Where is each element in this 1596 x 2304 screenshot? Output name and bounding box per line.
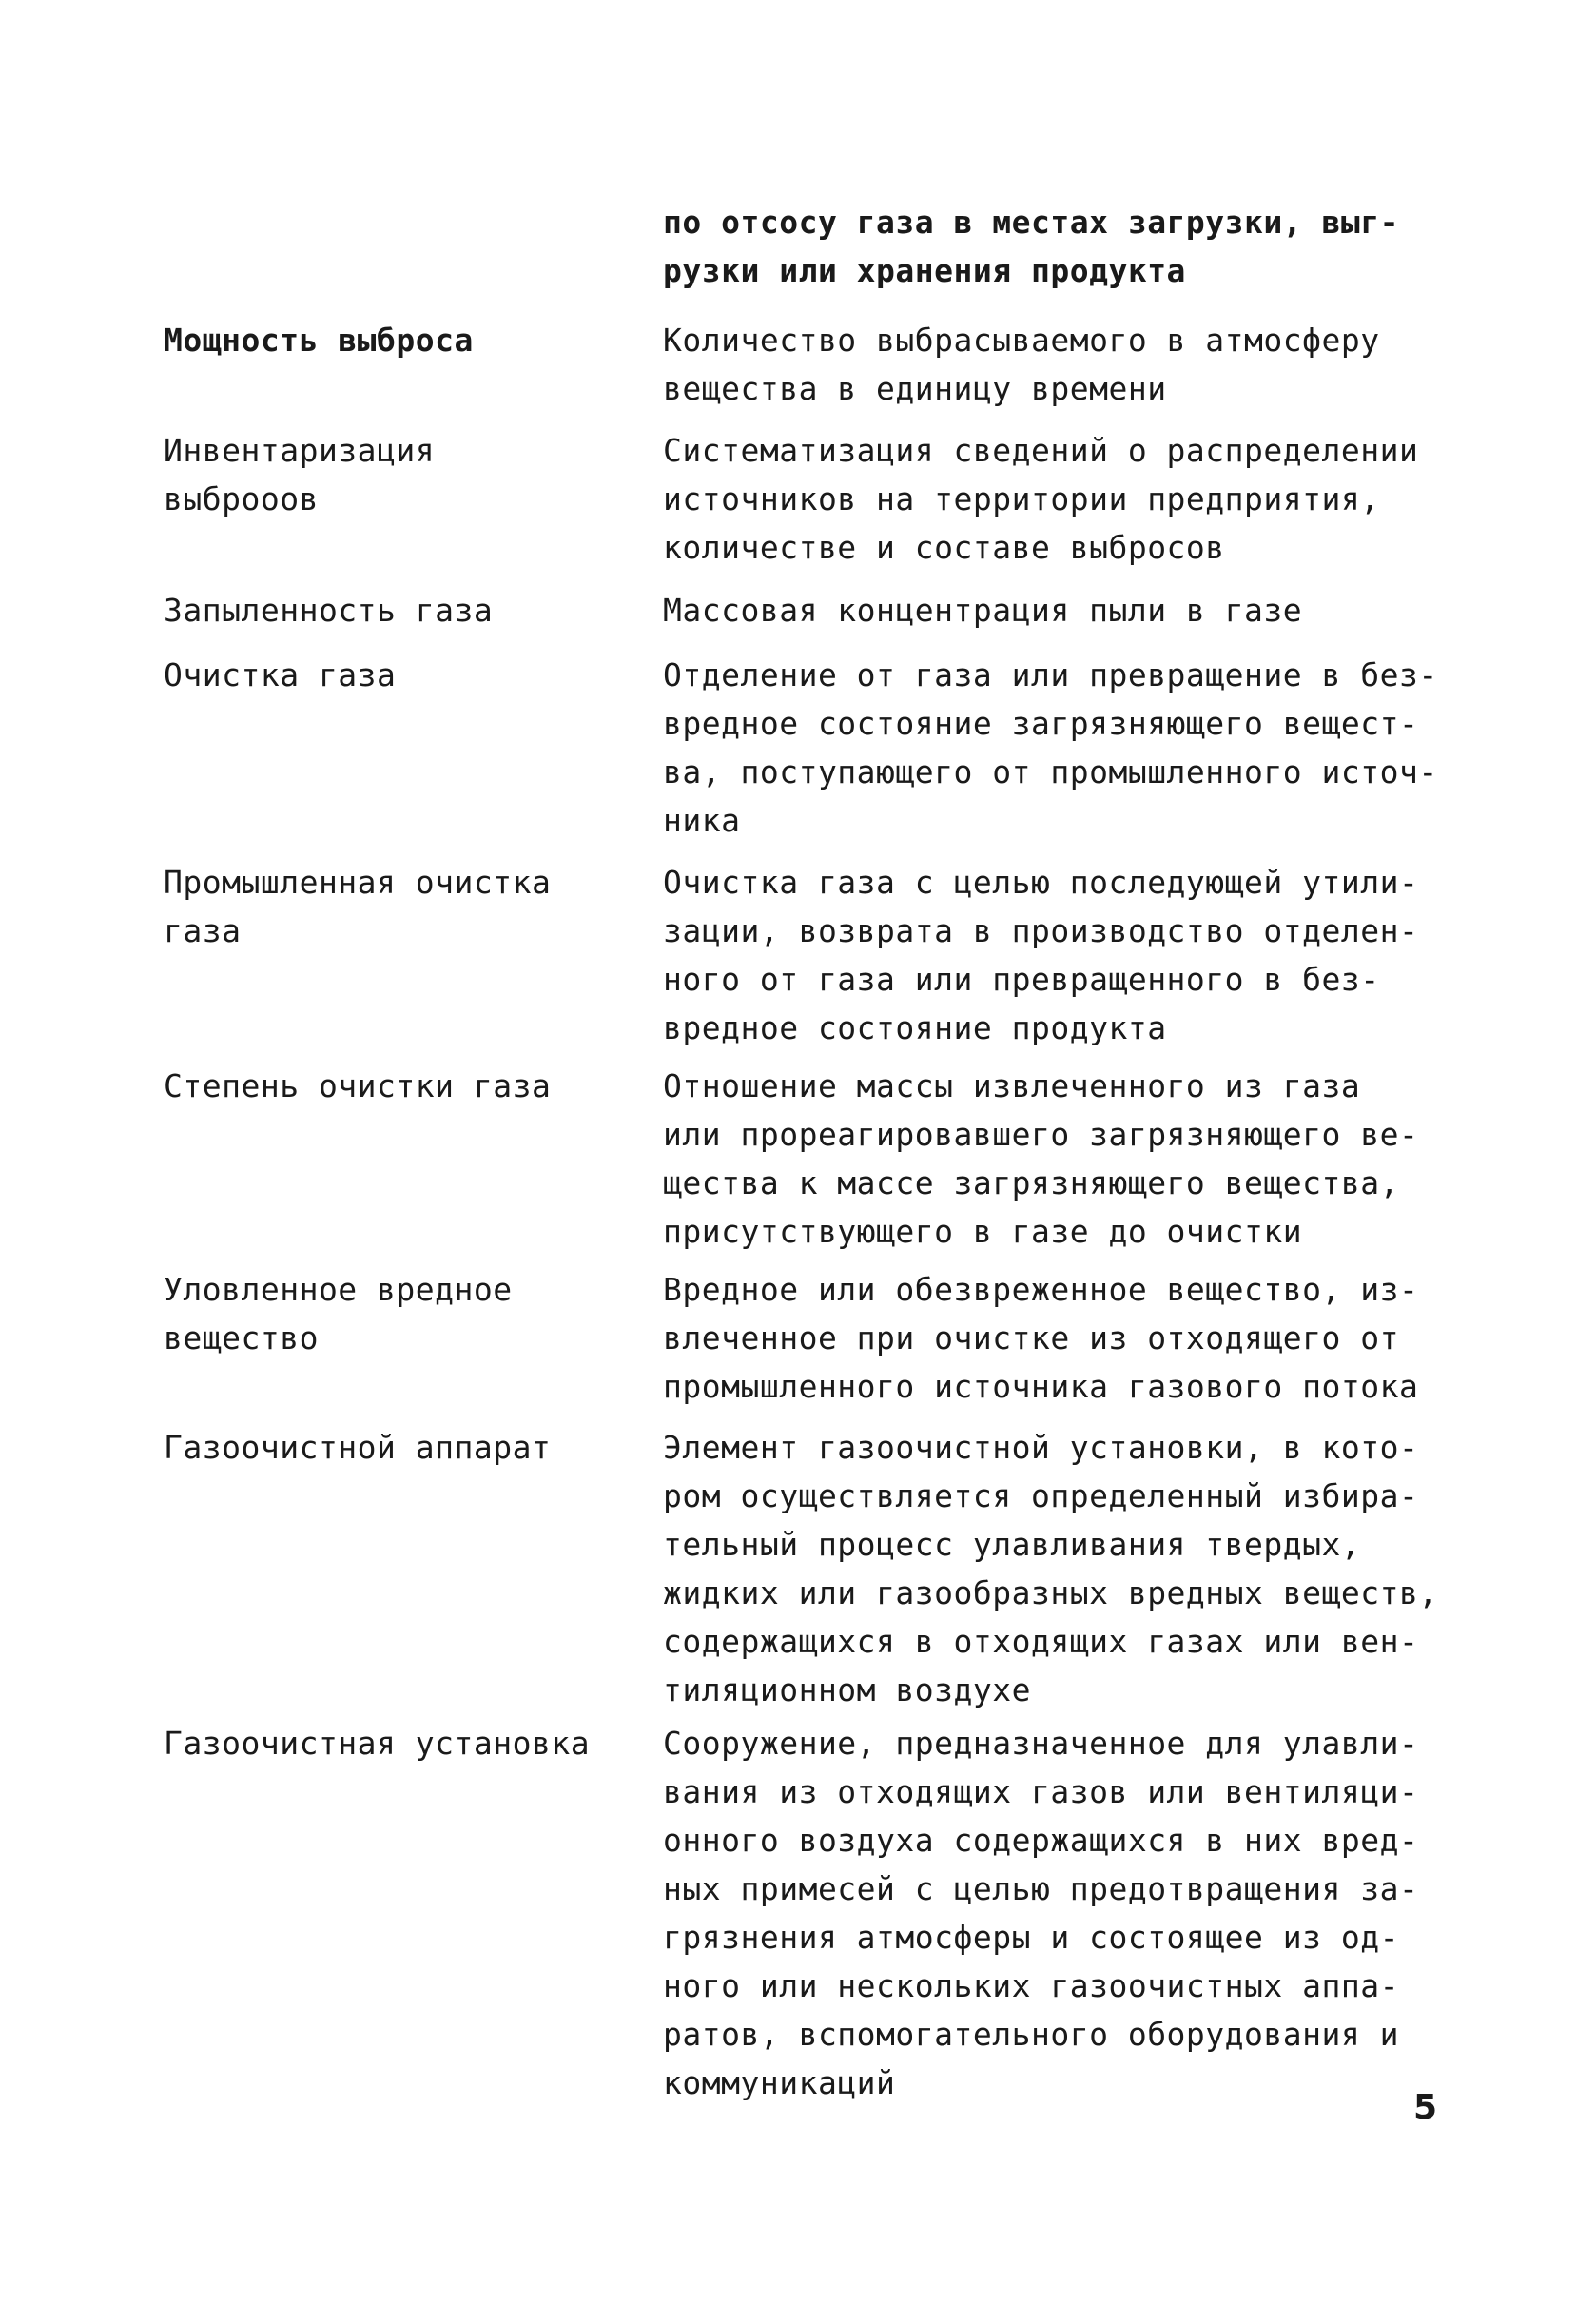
definition-gas-cleaning-degree: Отношение массы извлеченного из газа или прореагировавшего загрязняющего ве- щества к массе загрязняющего вещества, присутствующего в газе до очистки (663, 1067, 1419, 1250)
term-gas-cleaning-installation: Газоочистная установка (164, 1725, 591, 1762)
term-gas-cleaning: Очистка газа (164, 656, 397, 693)
page-number: 5 (1413, 2088, 1438, 2127)
term-emission-power: Мощность выброса (164, 322, 474, 359)
definition-industrial-gas-cleaning: Очистка газа с целью последующей утили- зации, возврата в производство отделен- ного от газа или превращенного в без- вредное состояние продукта (663, 864, 1419, 1046)
definition-emission-power: Количество выбрасываемого в атмосферу вещества в единицу времени (663, 322, 1380, 407)
term-gas-cleaning-degree: Степень очистки газа (164, 1067, 552, 1104)
definition-captured-harmful-substance: Вредное или обезвреженное вещество, из- влеченное при очистке из отходящего от промышленного источника газового потока (663, 1271, 1419, 1405)
definition-gas-cleaning-apparatus: Элемент газоочистной установки, в кото- ром осуществляется определенный избира- тельный процесс улавливания твердых, жидких или газообразных вредных веществ, содержащихся в отходящих газах или вен- тиляционном воздухе (663, 1429, 1438, 1708)
term-industrial-gas-cleaning: Промышленная очистка газа (164, 864, 552, 949)
term-gas-cleaning-apparatus: Газоочистной аппарат (164, 1429, 552, 1466)
continuation-definition: по отсосу газа в местах загрузки, выг- рузки или хранения продукта (663, 204, 1399, 289)
term-captured-harmful-substance: Уловленное вредное вещество (164, 1271, 513, 1357)
definition-emission-inventory: Систематизация сведений о распределении источников на территории предприятия, количестве и составе выбросов (663, 432, 1419, 566)
definition-gas-dust-content: Массовая концентрация пыли в газе (663, 592, 1303, 629)
definition-gas-cleaning-installation: Сооружение, предназначенное для улавли- вания из отходящих газов или вентиляци- онного воздуха содержащихся в них вред- ных примесей с целью предотвращения за- грязнения атмосферы и состоящее из од- ного или нескольких газоочистных аппа- ратов, вспомогательного оборудования и коммуникаций (663, 1725, 1419, 2101)
term-gas-dust-content: Запыленность газа (164, 592, 494, 629)
term-emission-inventory: Инвентаризация выброоов (164, 432, 436, 517)
definition-gas-cleaning: Отделение от газа или превращение в без- вредное состояние загрязняющего вещест- ва, поступающего от промышленного источ- ника (663, 656, 1438, 839)
